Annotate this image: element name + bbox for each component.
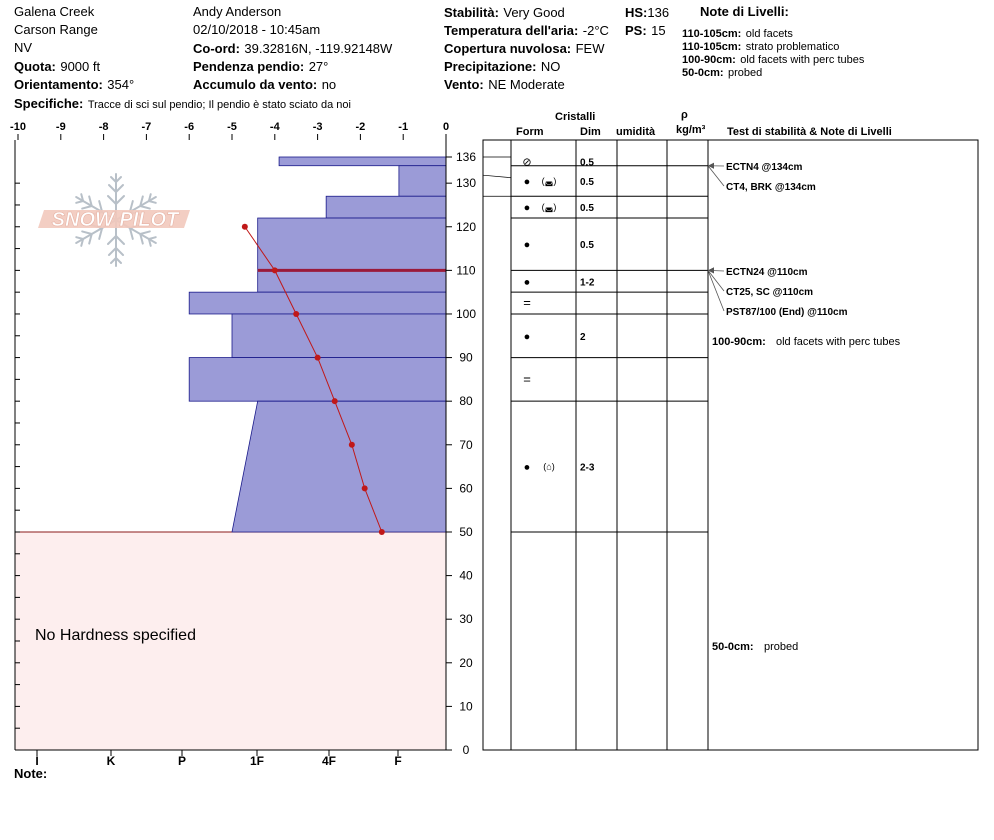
precip-label: Precipitazione: <box>444 59 537 74</box>
stability-test-label: CT4, BRK @134cm <box>726 182 816 193</box>
crystals-header: Cristalli <box>555 111 596 123</box>
layer-note-text: old facets with perc tubes <box>740 54 865 66</box>
state: NV <box>14 40 33 55</box>
hardness-tick-label: I <box>35 754 39 768</box>
depth-tick-label: 0 <box>462 743 470 757</box>
depth-tick-label: 50 <box>459 524 473 539</box>
hardness-tick-label: 4F <box>321 754 337 768</box>
layer-note-range: 110-105cm: <box>682 41 742 53</box>
temp-tick-label: -1 <box>398 121 409 133</box>
depth-tick-label: 70 <box>459 437 473 452</box>
crystal-form-icon: ● <box>523 175 531 188</box>
depth-tick-label: 90 <box>459 350 473 365</box>
temperature-point <box>349 442 355 448</box>
crystal-form-icon: = <box>523 371 531 387</box>
wind-load-label: Accumulo da vento: <box>193 77 318 92</box>
tests-header: Test di stabilità & Note di Livelli <box>727 126 892 138</box>
crystal-form-icon: ● <box>523 276 531 289</box>
wind-value: NE Moderate <box>488 77 565 92</box>
depth-tick-label: 60 <box>459 481 473 496</box>
slope-value: 27° <box>308 59 329 74</box>
crystal-size: 0.5 <box>580 176 594 188</box>
depth-tick-label: 100 <box>455 306 477 321</box>
depth-tick-label: 136 <box>455 150 477 164</box>
logo-text: SNOW PILOT <box>51 209 179 231</box>
crystal-form-icon: ● <box>523 202 531 215</box>
note-label: Note: <box>14 766 48 781</box>
depth-tick-label: 110 <box>456 263 476 278</box>
humidity-header: umidità <box>616 126 656 138</box>
elevation-label: Quota: <box>14 59 56 74</box>
temperature-point <box>362 485 368 491</box>
crystal-size: 0.5 <box>580 240 594 252</box>
table-note-text: probed <box>764 641 799 653</box>
hardness-bar <box>189 292 446 314</box>
table-note-range: 100-90cm: <box>712 336 766 348</box>
test-pointer-line <box>708 166 724 186</box>
stability-test-label: ECTN4 @134cm <box>726 162 803 173</box>
depth-connector <box>483 175 511 178</box>
table-note-text: old facets with perc tubes <box>776 336 901 348</box>
density-unit-header: kg/m³ <box>676 124 706 136</box>
crystal-form-secondary-icon: (⌂) <box>543 461 555 472</box>
crystal-form-icon: ● <box>523 461 531 474</box>
coord-label: Co-ord: <box>193 41 240 56</box>
layer-note-range: 50-0cm: <box>682 67 724 79</box>
air-temp-label: Temperatura dell'aria: <box>444 23 579 38</box>
layer-note-text: strato problematico <box>745 41 840 53</box>
precip-value: NO <box>540 59 561 74</box>
hardness-bars <box>189 157 446 532</box>
depth-tick-label: 20 <box>459 655 473 670</box>
crystal-size: 2-3 <box>580 462 595 474</box>
layer-note-range: 100-90cm: <box>682 54 736 66</box>
stability-tests <box>708 162 901 653</box>
crystal-size: 1-2 <box>580 277 595 289</box>
ps-value: 15 <box>651 23 666 38</box>
crystal-form-icon: ⊘ <box>522 156 532 169</box>
depth-tick-label: 120 <box>455 219 477 234</box>
snowflake-icon <box>38 170 194 270</box>
temperature-point <box>272 267 278 273</box>
hardness-tick-label: K <box>106 754 116 768</box>
layer-table <box>483 140 978 750</box>
location: Galena Creek <box>14 4 95 19</box>
test-pointer-arrow <box>708 163 714 169</box>
range: Carson Range <box>14 22 98 37</box>
hardness-bar <box>326 196 446 218</box>
hardness-bar <box>399 166 446 197</box>
elevation-value: 9000 ft <box>60 59 101 74</box>
temp-tick-label: -4 <box>269 121 280 133</box>
layer-note-text: probed <box>728 67 763 79</box>
observer: Andy Anderson <box>193 4 282 19</box>
temp-tick-label: -8 <box>98 121 109 133</box>
stability-test-label: CT25, SC @110cm <box>726 287 814 298</box>
crystal-form-secondary-icon: (◛) <box>541 202 557 213</box>
depth-tick-label: 130 <box>455 176 477 191</box>
specifics-value: Tracce di sci sul pendio; Il pendio è stato sciato da noi <box>87 99 351 111</box>
temperature-point <box>293 311 299 317</box>
specifics-label: Specifiche: <box>14 96 84 111</box>
crystal-size: 2 <box>580 331 586 343</box>
layer-notes-title: Note di Livelli: <box>700 4 789 19</box>
temp-tick-label: -6 <box>184 121 195 133</box>
hardness-tick-label: P <box>177 754 187 768</box>
temp-tick-label: -2 <box>355 121 366 133</box>
layer-note-range: 110-105cm: <box>682 28 742 40</box>
temp-tick-label: -5 <box>227 121 237 133</box>
crystal-form-icon: ● <box>523 330 531 343</box>
crystal-form-secondary-icon: (◛) <box>541 175 557 186</box>
crystal-size: 0.5 <box>580 203 594 215</box>
temp-tick-label: -10 <box>10 121 26 133</box>
temp-tick-label: -9 <box>55 121 66 133</box>
hardness-bar <box>258 218 446 292</box>
temp-tick-label: 0 <box>442 121 450 133</box>
aspect-value: 354° <box>107 77 135 92</box>
ps-label: PS: <box>625 23 647 38</box>
size-header: Dim <box>580 126 601 138</box>
hardness-bar <box>232 401 446 532</box>
stability-value: Very Good <box>503 5 565 20</box>
coord-value: 39.32816N, -119.92148W <box>244 41 393 56</box>
temp-tick-label: -3 <box>312 121 323 133</box>
slope-label: Pendenza pendio: <box>193 59 305 74</box>
table-note-range: 50-0cm: <box>712 641 754 653</box>
no-hardness-label: No Hardness specified <box>35 627 196 644</box>
cloud-value: FEW <box>575 41 605 56</box>
aspect-label: Orientamento: <box>14 77 103 92</box>
depth-tick-label: 40 <box>459 568 473 583</box>
wind-load-value: no <box>321 77 337 92</box>
crystal-size: 0.5 <box>580 157 594 169</box>
temperature-point <box>315 355 321 361</box>
stability-test-label: ECTN24 @110cm <box>726 267 808 278</box>
temperature-point <box>332 398 338 404</box>
wind-label: Vento: <box>444 77 484 92</box>
test-pointer-line <box>708 270 724 311</box>
hardness-tick-label: F <box>394 754 402 768</box>
hardness-bar <box>189 358 446 402</box>
hardness-tick-label: 1F <box>249 754 265 768</box>
temp-tick-label: -7 <box>141 121 152 133</box>
hs-label: HS: <box>625 5 648 20</box>
table-frame <box>483 140 978 750</box>
temperature-point <box>242 224 248 230</box>
air-temp-value: -2°C <box>582 23 609 38</box>
hardness-bar <box>279 157 446 166</box>
stability-label: Stabilità: <box>444 5 499 20</box>
datetime: 02/10/2018 - 10:45am <box>193 22 321 37</box>
depth-tick-label: 80 <box>459 394 473 409</box>
test-pointer-line <box>708 270 724 291</box>
hardness-bar <box>232 314 446 358</box>
depth-tick-label: 10 <box>459 699 473 714</box>
rho-header: ρ <box>681 109 688 121</box>
snow-pilot-logo <box>38 170 194 275</box>
layer-note-text: old facets <box>745 28 793 40</box>
form-header: Form <box>516 126 544 138</box>
depth-tick-label: 30 <box>459 612 473 627</box>
temperature-point <box>379 529 385 535</box>
crystal-form-icon: = <box>523 295 531 311</box>
hs-value: 136 <box>647 5 670 20</box>
cloud-label: Copertura nuvolosa: <box>444 41 572 56</box>
stability-test-label: PST87/100 (End) @110cm <box>726 307 848 318</box>
crystal-form-icon: ● <box>523 239 531 252</box>
